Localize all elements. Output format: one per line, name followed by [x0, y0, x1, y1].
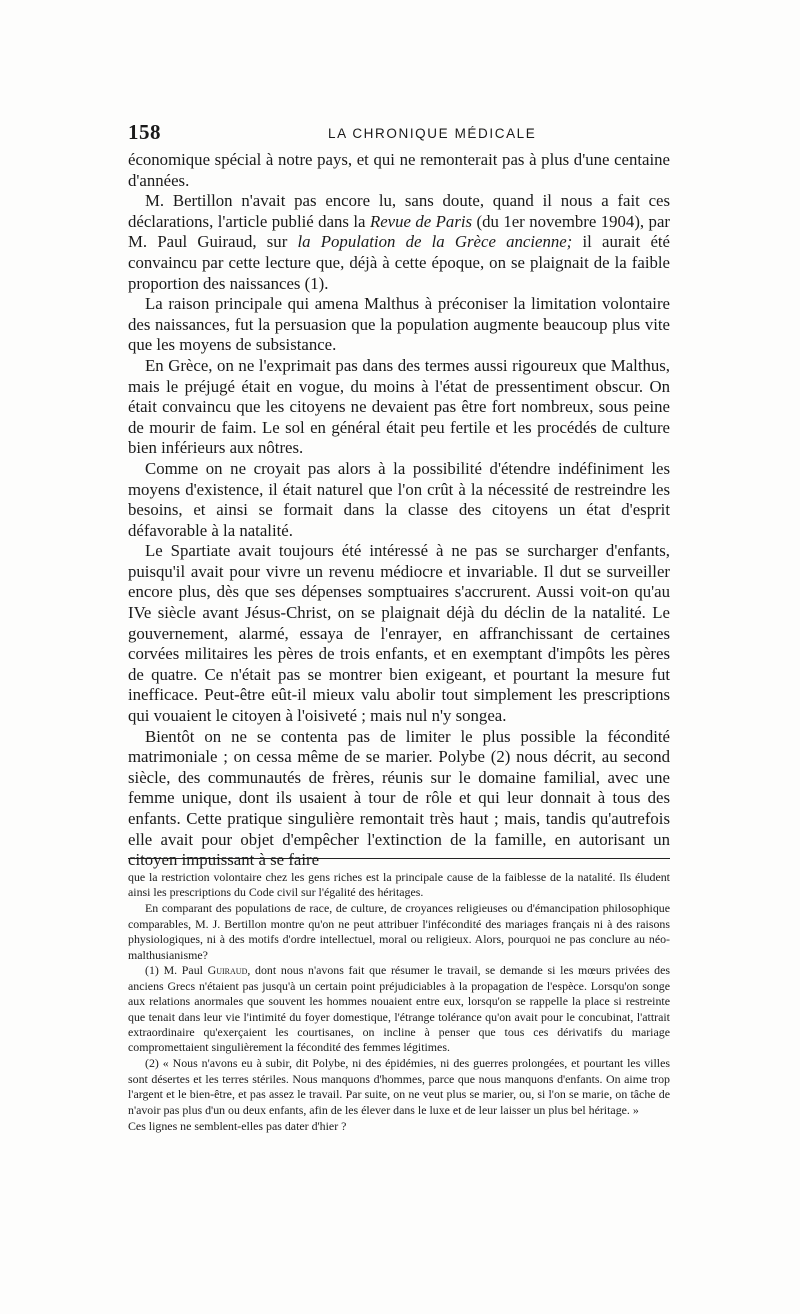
paragraph: économique spécial à notre pays, et qui ne remonterait pas à plus d'une centaine d'années.: [128, 150, 670, 190]
paragraph: [128, 191, 670, 294]
page-header: [128, 120, 670, 142]
text-run: il aurait été convaincu par cette lecture que, déjà à cette époque, on se plaignait de la faible proportion des naissances (1).: [128, 232, 671, 293]
running-head: LA CHRONIQUE MÉDICALE: [328, 126, 537, 141]
page-number: 158: [128, 120, 161, 144]
text-run: , dont nous n'avons fait que résumer le travail, se demande si les mœurs privées des anciens Grecs n'étaient pas jusqu'à un certain point préjudiciables à la propagation de l'espèce. Lorsqu'on songe aux relations anormales que souvent les hommes nouaient entre eux, lorsqu'on se rappelle la place si restreinte que tenait dans leur vie l'intimité du foyer domestique, l'étrange tolérance qu'on avait pour le concubinat, l'attrait extraordinaire qu'exerçaient les courtisanes, on incline à penser que tous ces dérivatifs du mariage compromettaient singulièrement la fécondité des femmes légitimes.: [128, 963, 671, 1055]
paragraph: Le Spartiate avait toujours été intéressé à ne pas se surcharger d'enfants, puisqu'il avait pour vivre un revenu médiocre et invariable. Il dut se surveiller encore plus, dès que ses dépenses somptuaires s'accrurent. Aussi voit-on qu'au IVe siècle avant Jésus-Christ, on se plaignait déjà du déclin de la natalité. Le gouvernement, alarmé, essaya de l'enrayer, en affranchissant de certaines corvées militaires les pères de trois enfants, et en exemptant d'impôts les pères de quatre. Ce n'était pas se montrer bien exigeant, et pourtant la mesure fut inefficace. Peut-être eût-il mieux valu abolir tout simplement les prescriptions qui vouaient le citoyen à l'oisiveté ; mais nul n'y songea.: [128, 541, 670, 726]
journal-title: Revue de Paris: [369, 211, 473, 231]
text-run: (du 1er novembre 1904), par M. Paul Guiraud, sur: [128, 211, 670, 252]
paragraph: Comme on ne croyait pas alors à la possibilité d'étendre indéfiniment les moyens d'existence, il était naturel que l'on crût à la nécessité de restreindre les besoins, et ainsi se formait dans la classe des citoyens un état d'esprit défavorable à la natalité.: [128, 458, 670, 540]
footnote-divider: [128, 858, 670, 859]
text-run: M. Bertillon n'avait pas encore lu, sans doute, quand il nous a fait ces déclarations, l'article publié dans la: [128, 191, 670, 231]
footnote-marker: (1) M. Paul: [145, 963, 208, 978]
article-title: la Population de la Grèce ancienne;: [297, 232, 573, 252]
footnote: [128, 963, 670, 1055]
footnote: que la restriction volontaire chez les gens riches est la principale cause de la faiblesse de la natalité. Ils éludent ainsi les prescriptions du Code civil sur l'égalité des héritages.: [128, 870, 670, 900]
footnote: En comparant des populations de race, de culture, de croyances religieuses ou d'émancipation philosophique comparables, M. J. Bertillon montre qu'on ne peut attribuer l'infécondité des mariages français ni à des raisons physiologiques, ni à des motifs d'ordre intellectuel, moral ou religieux. Alors, pourquoi ne pas conclure au néo-malthusianisme?: [128, 901, 670, 962]
footnote: Ces lignes ne semblent-elles pas dater d'hier ?: [128, 1118, 347, 1133]
footnotes: [128, 870, 670, 1134]
paragraph: La raison principale qui amena Malthus à préconiser la limitation volontaire des naissances, fut la persuasion que la population augmente beaucoup plus vite que les moyens de subsistance.: [128, 294, 670, 355]
author-name: Guiraud: [207, 963, 248, 978]
main-text: [128, 150, 670, 871]
paragraph: Bientôt on ne se contenta pas de limiter le plus possible la fécondité matrimoniale ; on cessa même de se marier. Polybe (2) nous décrit, au second siècle, des communautés de frères, réunis sur le domaine familial, avec une femme unique, dont ils usaient à tour de rôle et qui leur donnait à tous des enfants. Cette pratique singulière remontait très haut ; mais, tandis qu'autrefois elle avait pour objet d'empêcher l'extinction de la famille, en autorisant un citoyen impuissant à se faire: [128, 726, 670, 870]
paragraph: En Grèce, on ne l'exprimait pas dans des termes aussi rigoureux que Malthus, mais le préjugé était en vogue, du moins à l'état de pressentiment obscur. On était convaincu que les citoyens ne devaient pas être fort nombreux, sous peine de mourir de faim. Le sol en général était peu fertile et les procédés de culture bien inférieurs aux nôtres.: [128, 355, 670, 458]
footnote: (2) « Nous n'avons eu à subir, dit Polybe, ni des épidémies, ni des guerres prolongées, et pourtant les villes sont désertes et les terres stériles. Nous manquons d'hommes, parce que nous manquons d'enfants. On aime trop l'argent et le bien-être, et pas assez le travail. Par suite, on ne veut plus se marier, ou, si l'on se marie, on tâche de n'avoir pas plus d'un ou deux enfants, afin de les élever dans le luxe et de leur laisser un plus bel héritage. »: [128, 1056, 670, 1117]
